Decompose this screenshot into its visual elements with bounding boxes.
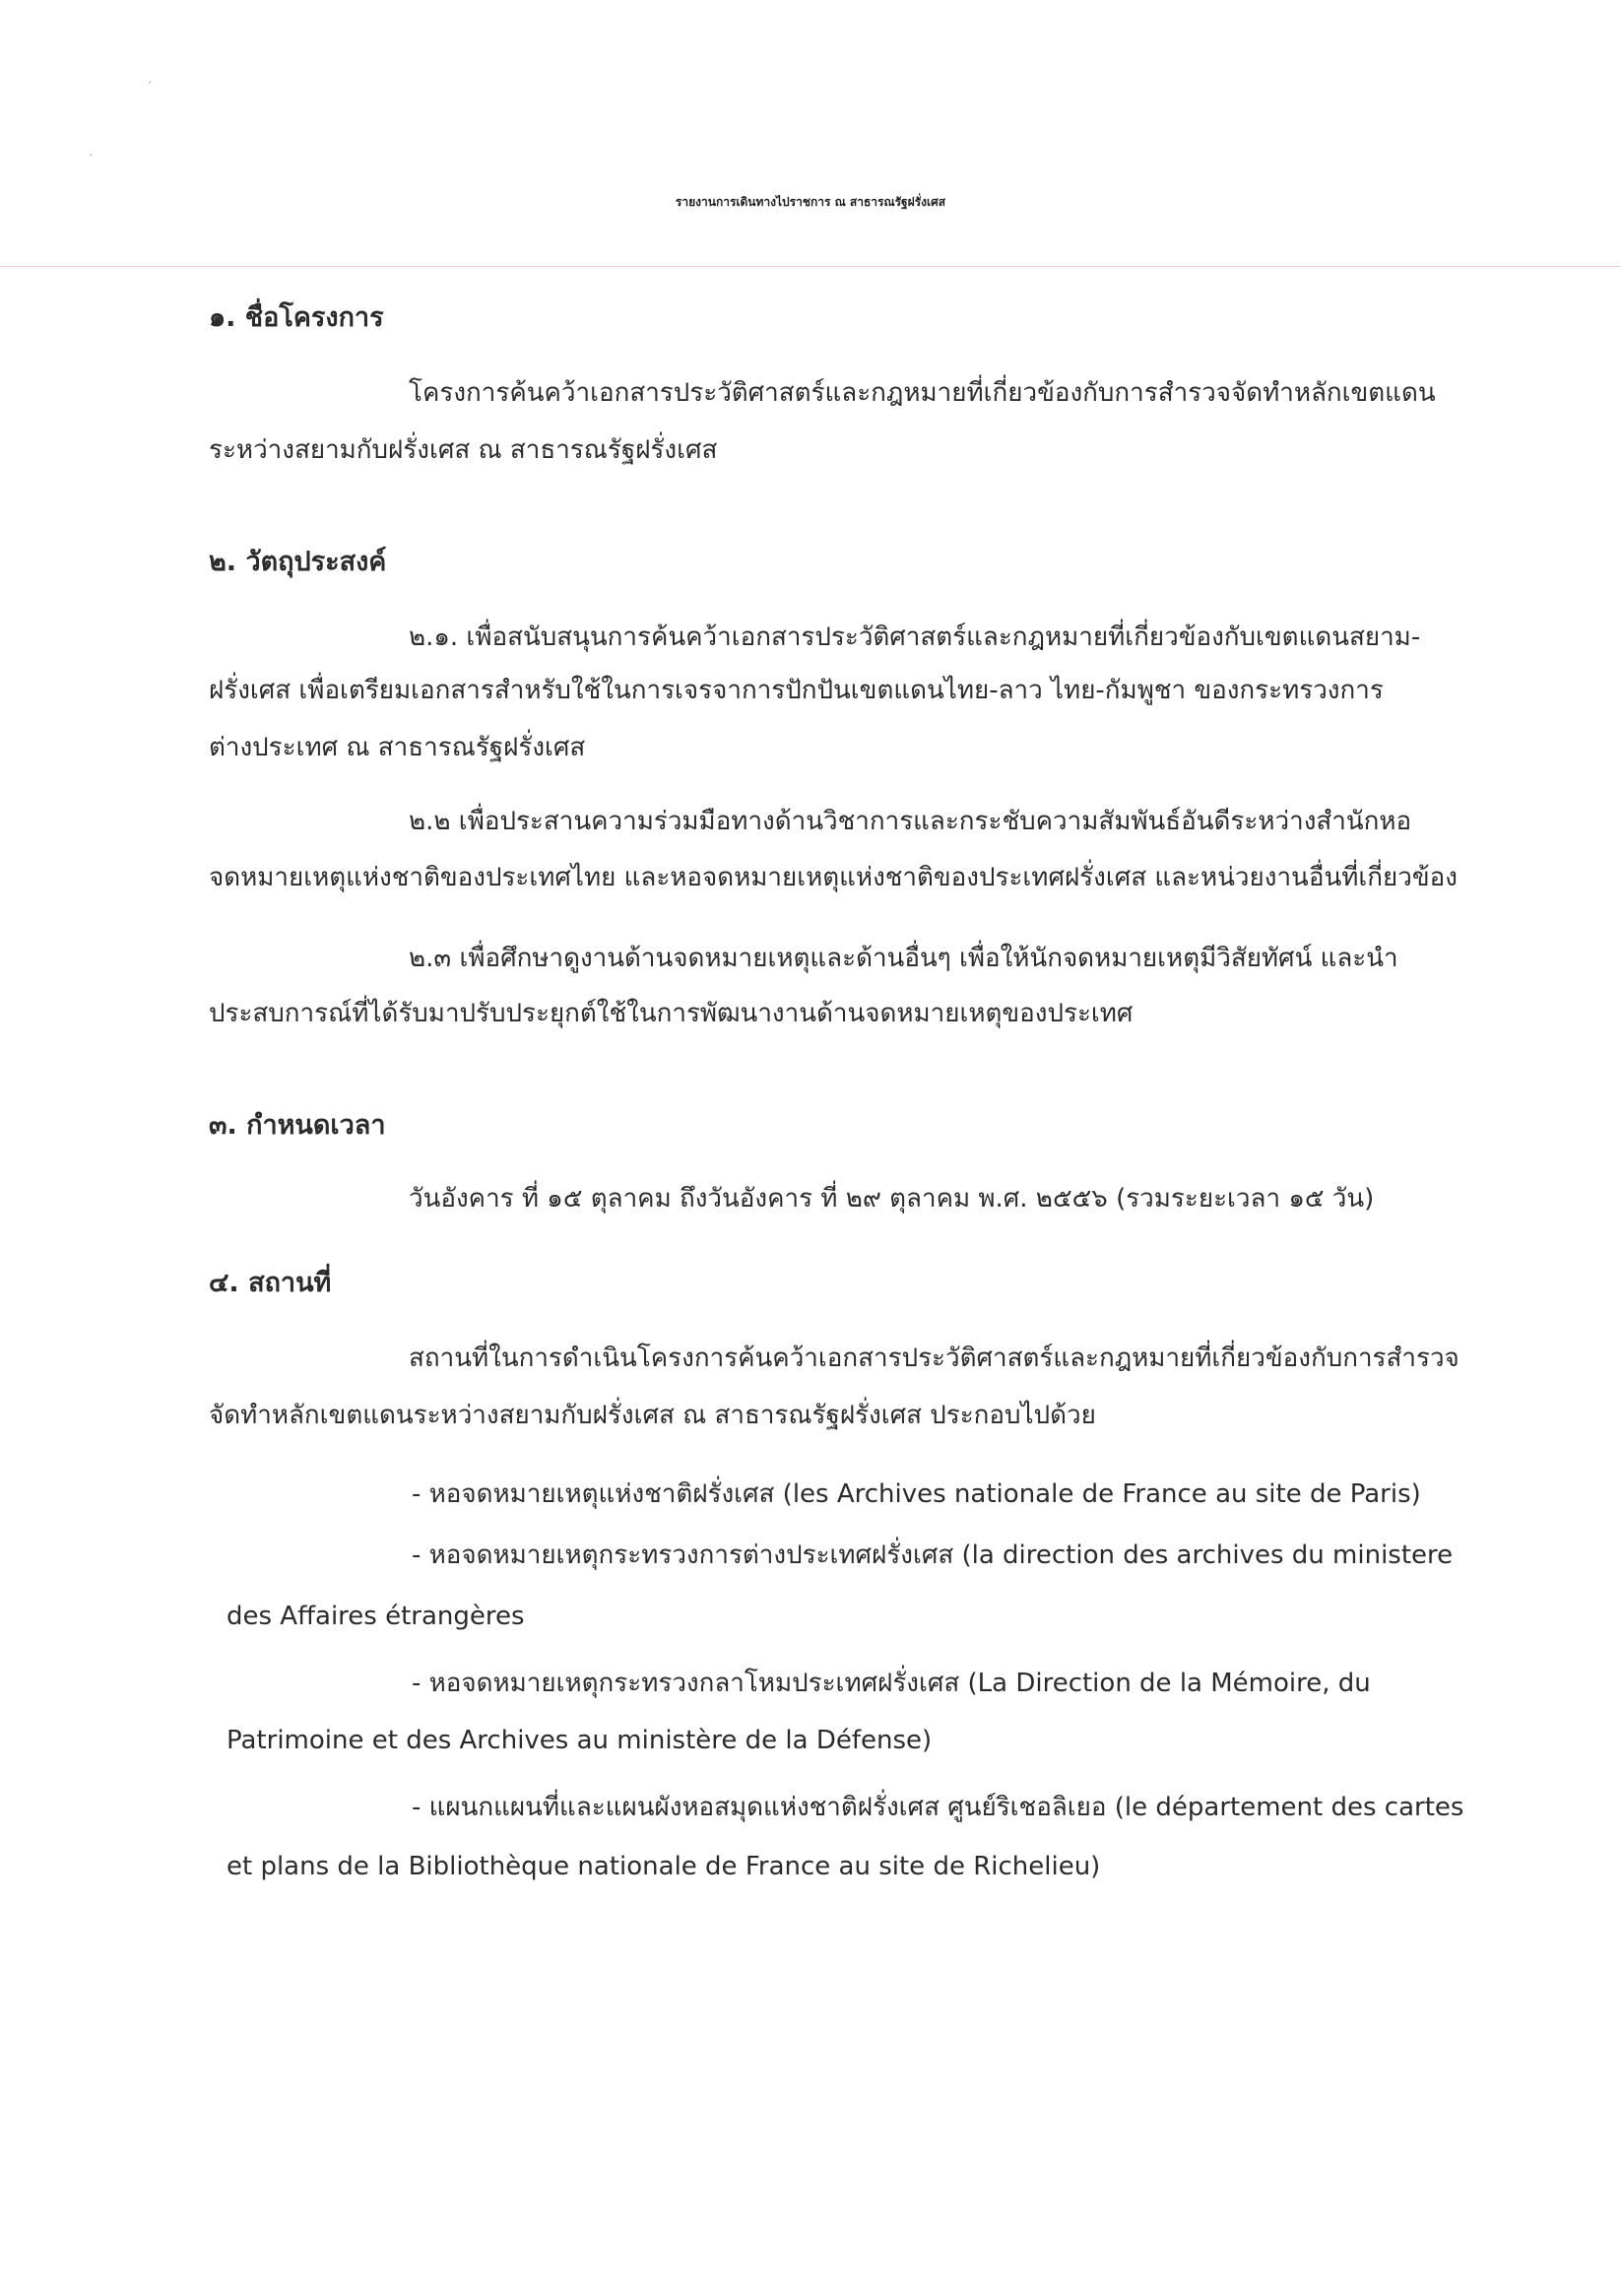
objective-2-3-line: ประสบการณ์ที่ได้รับมาปรับประยุกต์ใช้ในการพัฒนางานด้านจดหมายเหตุของประเทศ xyxy=(209,999,1134,1028)
section-3-heading: ๓. กำหนดเวลา xyxy=(209,1110,386,1141)
section-2-heading: ๒. วัตถุประสงค์ xyxy=(209,547,387,577)
location-item-continuation: des Affaires étrangères xyxy=(227,1602,525,1631)
location-item-continuation: Patrimoine et des Archives au ministère de la Défense) xyxy=(227,1726,933,1755)
objective-2-1-line: ๒.๑. เพื่อสนับสนุนการค้นคว้าเอกสารประวัติศาสตร์และกฎหมายที่เกี่ยวข้องกับเขตแดนสยาม- xyxy=(409,623,1421,652)
objective-2-2-line: จดหมายเหตุแห่งชาติของประเทศไทย และหอจดหมายเหตุแห่งชาติของประเทศฝรั่งเศส และหน่วยงานอื่นที่เกี่ยวข้อง xyxy=(209,863,1458,892)
objective-2-3-line: ๒.๓ เพื่อศึกษาดูงานด้านจดหมายเหตุและด้านอื่นๆ เพื่อให้นักจดหมายเหตุมีวิสัยทัศน์ และนำ xyxy=(409,944,1398,973)
objective-2-1-line: ต่างประเทศ ณ สาธารณรัฐฝรั่งเศส xyxy=(209,733,586,762)
scan-speck: · xyxy=(89,148,94,164)
location-item: - หอจดหมายเหตุกระทรวงกลาโหมประเทศฝรั่งเศส (La Direction de la Mémoire, du xyxy=(412,1669,1371,1698)
section-1-line: ระหว่างสยามกับฝรั่งเศส ณ สาธารณรัฐฝรั่งเศส xyxy=(209,435,718,465)
document-title: รายงานการเดินทางไปราชการ ณ สาธารณรัฐฝรั่งเศส xyxy=(675,195,946,209)
location-item-continuation: et plans de la Bibliothèque nationale de France au site de Richelieu) xyxy=(227,1852,1101,1881)
objective-2-2-line: ๒.๒ เพื่อประสานความร่วมมือทางด้านวิชาการและกระชับความสัมพันธ์อันดีระหว่างสำนักหอ xyxy=(409,807,1412,836)
scan-speck: ˊ xyxy=(146,81,153,97)
header-rule xyxy=(0,266,1621,267)
location-intro-line: สถานที่ในการดำเนินโครงการค้นคว้าเอกสารประวัติศาสตร์และกฎหมายที่เกี่ยวข้องกับการสำรวจ xyxy=(409,1344,1459,1373)
section-1-line: โครงการค้นคว้าเอกสารประวัติศาสตร์และกฎหมายที่เกี่ยวข้องกับการสำรวจจัดทำหลักเขตแดน xyxy=(409,378,1436,408)
schedule-line: วันอังคาร ที่ ๑๕ ตุลาคม ถึงวันอังคาร ที่ ๒๙ ตุลาคม พ.ศ. ๒๕๕๖ (รวมระยะเวลา ๑๕ วัน) xyxy=(409,1184,1375,1214)
location-item: - หอจดหมายเหตุแห่งชาติฝรั่งเศส (les Archives nationale de France au site de Paris) xyxy=(412,1479,1421,1509)
objective-2-1-line: ฝรั่งเศส เพื่อเตรียมเอกสารสำหรับใช้ในการเจรจาการปักปันเขตแดนไทย-ลาว ไทย-กัมพูชา ของกระทรวงการ xyxy=(209,676,1384,705)
location-item: - หอจดหมายเหตุกระทรวงการต่างประเทศฝรั่งเศส (la direction des archives du ministere xyxy=(412,1541,1454,1570)
location-intro-line: จัดทำหลักเขตแดนระหว่างสยามกับฝรั่งเศส ณ สาธารณรัฐฝรั่งเศส ประกอบไปด้วย xyxy=(209,1401,1096,1430)
section-1-heading: ๑. ชื่อโครงการ xyxy=(209,302,384,333)
section-4-heading: ๔. สถานที่ xyxy=(209,1268,332,1298)
location-item: - แผนกแผนที่และแผนผังหอสมุดแห่งชาติฝรั่งเศส ศูนย์ริเชอลิเยอ (le département des cartes xyxy=(412,1793,1464,1822)
